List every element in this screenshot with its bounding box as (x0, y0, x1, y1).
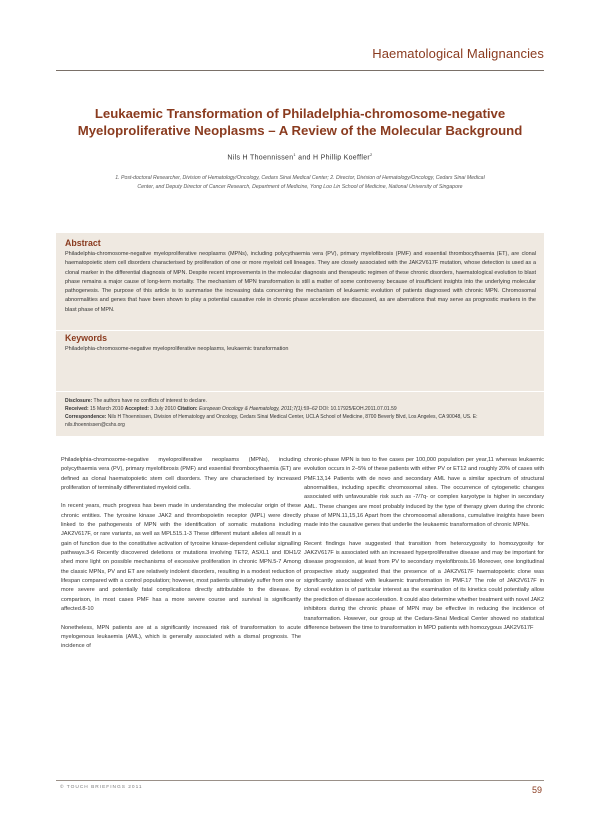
body-column-left (61, 456, 301, 661)
journal-section-title: Haematological Malignancies (372, 46, 544, 61)
received-label: Received: (65, 406, 89, 412)
title-line-1: Leukaemic Transformation of Philadelphia-chromosome-negative (94, 106, 506, 121)
abstract-heading: Abstract (65, 238, 101, 248)
accepted-date: 3 July 2010 (150, 406, 176, 412)
body-paragraph: Nonetheless, MPN patients are at a significantly increased risk of transformation to acute myelogenous leukaemia (AML), which is generally associated with a dismal prognosis. The incidence of (61, 624, 301, 650)
author-1: Nils H Thoennissen (227, 154, 294, 162)
keywords-heading: Keywords (65, 333, 108, 343)
article-title (60, 105, 540, 139)
title-line-2: Myeloproliferative Neoplasms – A Review of the Molecular Background (77, 123, 523, 138)
author-1-affil: 1 (293, 152, 296, 157)
affiliations-line-2: Center, and Deputy Director of Cancer Research, Department of Medicine, Yong Loo Lin School of Medicine, National University of Singapore (137, 184, 463, 190)
body-paragraph: Philadelphia-chromosome-negative myeloproliferative neoplasms (MPNs), including polycythaemia vera (PV), primary myelofibrosis (PMF) and essential thrombocythaemia (ET) are defined as clonal haematopoietic stem cell disorders. They are characterised by increased proliferation of terminally differentiated myeloid cells. (61, 457, 301, 492)
author-separator: and (298, 154, 311, 162)
disclosure-text: The authors have no conflicts of interest to declare. (93, 398, 207, 404)
affiliations-line-1: 1. Post-doctoral Researcher, Division of Hematology/Oncology, Cedars Sinai Medical Center; 2. Director, Division of Hematology/Oncology, Cedars Sinai Medical (115, 175, 485, 181)
body-column-right (304, 456, 544, 642)
footer-copyright: © TOUCH BRIEFINGS 2011 (60, 785, 143, 790)
abstract-text: Philadelphia-chromosome-negative myeloproliferative neoplasms (MPNs), including polycythaemia vera (PV), primary myelofibrosis (PMF) and essential thrombocythaemia (ET), are clonal haematopoietic stem cell disorders characterised by proliferation of one or more myeloid cell lineages. They are closely associated with the JAK2V617F mutation, whose detection is used as a clonal marker in the differential diagnosis of MPN. Despite recent improvements in the molecular diagnosis and therapeutic regimen of these chronic disorders, haematological evolution to blast phase remains a major cause of long-term mortality. The mechanism of MPN transformation is still a matter of some controversy because of insufficient insights into the underlying molecular pathogenesis. The purpose of this article is to summarise the increasing data concerning the mechanism of leukaemic evolution of patients diagnosed with chronic MPN. Chromosomal abnormalities and genes that have been shown to play a potential causative role in chronic phase acceleration are discussed, as are aberrations that may serve as prognostic markers in the blast phase of MPN. (65, 251, 536, 313)
footer-divider (56, 780, 544, 781)
correspondence-text: Nils H Thoennissen, Division of Hematology and Oncology, Cedars Sinai Medical Center, UCLA School of Medicine, 8700 Beverly Blvd, Los Angeles, CA 90048, US. E: nils.thoennissen@cshs.org (65, 414, 478, 428)
citation-text: European Oncology & Haematology, 2011;7(1):59–62 (198, 406, 318, 412)
disclosure-line (65, 397, 536, 405)
correspondence-label: Correspondence: (65, 414, 107, 420)
keywords-text: Philadelphia-chromosome-negative myeloproliferative neoplasms, leukaemic transformation (65, 346, 289, 352)
keywords-box (56, 331, 544, 391)
body-paragraph: chronic-phase MPN is two to five cases per 100,000 population per year,11 whereas leukaemic evolution occurs in 2–5% of these patients with either PV or ET12 and roughly 20% of cases with PMF.13,14 Patients with de novo and secondary AML have a similar spectrum of structural abnormalities, including specific chromosomal sites. The occurrence of cytogenetic changes associated with unfavourable risk such as -7/7q- or complex karyotype is higher in secondary AML. These changes are most probably induced by the type of therapy given during the chronic phase of MPN.11,15,16 Apart from the chromosomal alterations, cumulative insights have been made into the causative genes that underlie the leukaemic transformation of chronic MPNs. (304, 457, 544, 529)
disclosure-label: Disclosure: (65, 398, 93, 404)
disclosure-box (56, 392, 544, 436)
doi-text: DOI: 10.17925/EOH.2011.07.01.59 (318, 406, 397, 412)
body-paragraph: Recent findings have suggested that transition from heterozygosity to homozygosity for JAK2V617F is associated with an increased hyperproliferative disease and may be important for disease progression, at least from PV to secondary myelofibrosis.16 Moreover, one longitudinal prospective study suggested that the presence of a JAK2V617F haematopoietic clone was significantly associated with leukaemic transformation in PMF.17 The role of JAK2V617F in clonal evolution is of particular interest as the examination of its kinetics could potentially allow the prediction of disease acceleration. It could also determine whether treatment with novel JAK2 inhibitors during the chronic phase of MPN may be effective in reducing the incidence of transformation. However, our group at the Cedars-Sinai Medical Center showed no statistical difference between the time to transformation in MPD patients with homozygous JAK2V617F (304, 540, 544, 631)
page-number: 59 (531, 785, 542, 795)
affiliations (72, 174, 528, 192)
received-date: 15 March 2010 (90, 406, 124, 412)
accepted-label: Accepted: (124, 406, 149, 412)
header-divider (56, 70, 544, 71)
correspondence-line (65, 413, 536, 429)
received-line (65, 405, 536, 413)
abstract-box (56, 233, 544, 330)
citation-label: Citation: (177, 406, 198, 412)
author-2-affil: 2 (370, 152, 373, 157)
author-2: H Phillip Koeffler (313, 154, 371, 162)
author-list (60, 152, 540, 161)
body-paragraph: In recent years, much progress has been made in understanding the molecular origin of these chronic entities. The tyrosine kinase JAK2 and thrombopoietin receptor (MPL) were directly linked to the pathogenesis of MPN with the identification of somatic mutations including JAK2V617F, or rare variants, as well as MPL515.1-3 These different mutant alleles all result in a gain of function due to the constitutive activation of tyrosine kinase-dependent cellular signalling pathways.3-6 Recently discovered deletions or mutations involving TET2, ASXL1 and IDH1/2 shed more light on possible mechanisms of excessive proliferation in chronic MPN.5-7 Among the classic MPNs, PV and ET are relatively indolent disorders, resulting in a modest reduction of lifespan compared with a control population; however, most patients ultimately suffer from one or more severe and potentially fatal complications directly attributable to the disease. By comparison, in most cases PMF has a more severe course and survival is significantly affected.8-10 (61, 503, 301, 613)
